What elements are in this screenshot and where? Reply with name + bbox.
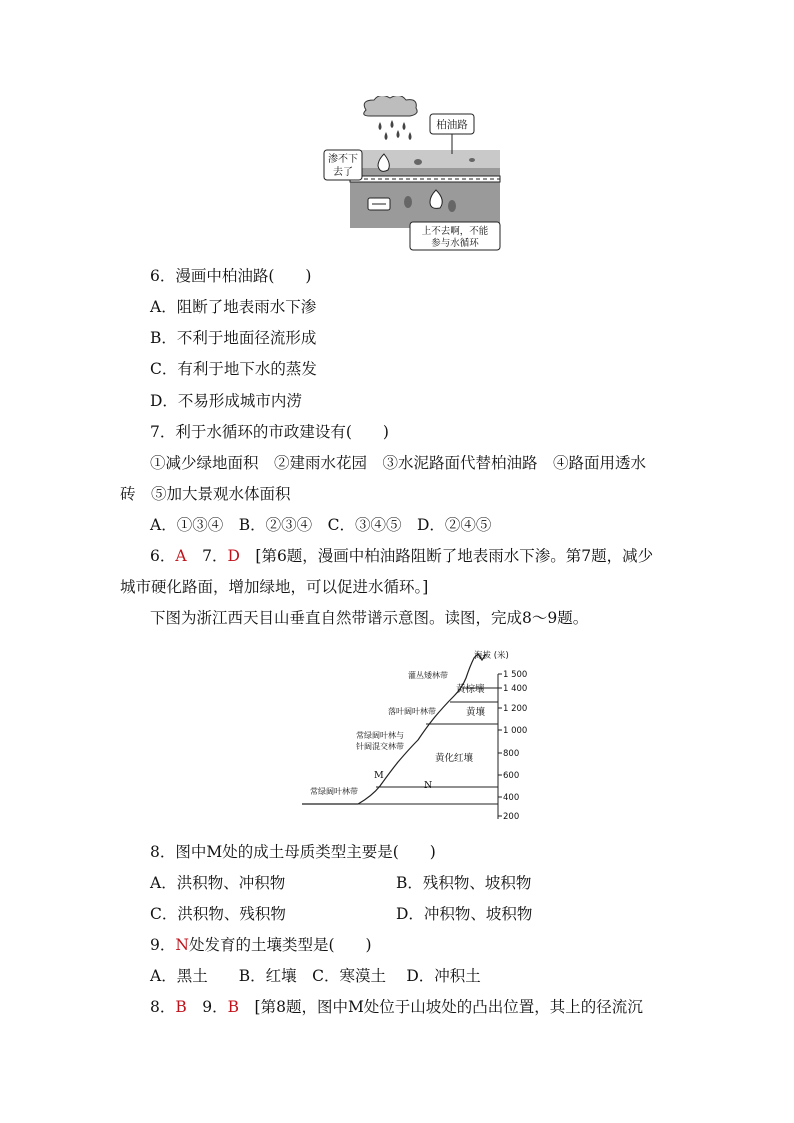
tick-1500: 1 500 bbox=[503, 670, 528, 680]
mountain-slope bbox=[302, 654, 486, 804]
q8-option-b: B．残积物、坡积物 bbox=[396, 874, 532, 892]
zone-deciduous-label: 落叶阔叶林带 bbox=[388, 707, 436, 716]
tick-1000: 1 000 bbox=[503, 726, 528, 736]
point-n-label: N bbox=[424, 780, 433, 791]
answer-6-7-explanation: [第6题，漫画中柏油路阻断了地表雨水下渗。第7题，减少 bbox=[239, 547, 654, 565]
q9-number: 9． bbox=[150, 936, 176, 954]
q7-stem: 7．利于水循环的市政建设有( ) bbox=[150, 423, 389, 441]
q9-point-n: N bbox=[175, 936, 189, 954]
q8-option-d: D．冲积物、坡积物 bbox=[396, 905, 533, 923]
zone-evergreen-label: 常绿阔叶林带 bbox=[310, 787, 358, 796]
q8-option-a: A．洪积物、冲积物 bbox=[150, 874, 286, 892]
q6-option-d: D．不易形成城市内涝 bbox=[150, 392, 302, 410]
vertical-zonation-diagram bbox=[298, 644, 530, 826]
answer-9-letter: B bbox=[227, 998, 240, 1016]
q9-options: A．黑土 B．红壤 C．寒漠土 D．冲积土 bbox=[150, 967, 481, 985]
answer-6-letter: A bbox=[175, 547, 187, 565]
axis-title: 海拔 (米) bbox=[474, 651, 509, 661]
tick-600: 600 bbox=[503, 771, 520, 781]
q6-stem: 6．漫画中柏油路( ) bbox=[150, 267, 312, 285]
answer-6-number: 6． bbox=[150, 547, 176, 565]
label-water-cycle-2: 参与水循环 bbox=[431, 238, 479, 249]
point-m-label: M bbox=[374, 770, 384, 781]
label-water-cycle-1: 上不去啊，不能 bbox=[421, 226, 489, 237]
q9-stem-text: 处发育的土壤类型是( ) bbox=[188, 936, 372, 954]
label-road: 柏油路 bbox=[436, 119, 468, 131]
zone-shrub-label: 灌丛矮林带 bbox=[408, 671, 448, 680]
q6-option-b: B．不利于地面径流形成 bbox=[150, 329, 317, 347]
q6-option-c: C．有利于地下水的蒸发 bbox=[150, 360, 317, 378]
answer-7-number: 7． bbox=[186, 547, 228, 565]
soil-yellow-red-label: 黄化红壤 bbox=[435, 753, 474, 764]
q7-items-line2: 砖 ⑤加大景观水体面积 bbox=[120, 485, 291, 503]
asphalt-layer bbox=[350, 176, 500, 182]
soil-yellow-label: 黄壤 bbox=[466, 707, 486, 718]
tick-200: 200 bbox=[503, 812, 520, 822]
tick-1400: 1 400 bbox=[503, 684, 528, 694]
rain-cloud-icon bbox=[364, 96, 417, 116]
answer-8-letter: B bbox=[175, 998, 187, 1016]
zone-mixed-label-2: 针阔混交林带 bbox=[356, 742, 404, 751]
q9-stem bbox=[150, 935, 372, 955]
answer-6-7 bbox=[150, 546, 653, 566]
answer-9-number: 9． bbox=[186, 998, 228, 1016]
zone-mixed-label-1: 常绿阔叶林与 bbox=[356, 731, 404, 740]
q8-stem: 8．图中M处的成土母质类型主要是( ) bbox=[150, 843, 436, 861]
asphalt-road-cartoon bbox=[322, 96, 504, 254]
q6-option-a: A．阻断了地表雨水下渗 bbox=[150, 298, 317, 316]
answer-6-7-line2: 城市硬化路面，增加绿地，可以促进水循环。] bbox=[120, 578, 429, 596]
answer-8-9-explanation: [第8题，图中M处位于山坡处的凸出位置，其上的径流沉 bbox=[239, 998, 643, 1016]
tick-1200: 1 200 bbox=[503, 704, 528, 714]
figure-intro: 下图为浙江西天目山垂直自然带谱示意图。读图，完成8～9题。 bbox=[150, 609, 589, 627]
q7-items-line1: ①减少绿地面积 ②建雨水花园 ③水泥路面代替柏油路 ④路面用透水 bbox=[150, 454, 647, 472]
raindrops-icon bbox=[379, 120, 412, 140]
q7-options: A．①③④ B．②③④ C．③④⑤ D．②④⑤ bbox=[150, 516, 492, 534]
tick-800: 800 bbox=[503, 749, 520, 759]
soil-yellow-brown-label: 黄棕壤 bbox=[456, 684, 485, 695]
tick-400: 400 bbox=[503, 793, 520, 803]
label-cannot-seep-2: 去了 bbox=[333, 167, 353, 178]
q8-option-c: C．洪积物、残积物 bbox=[150, 905, 286, 923]
label-cannot-seep-1: 渗不下 bbox=[328, 154, 358, 165]
answer-8-9 bbox=[150, 997, 643, 1017]
answer-7-letter: D bbox=[227, 547, 240, 565]
answer-8-number: 8． bbox=[150, 998, 176, 1016]
